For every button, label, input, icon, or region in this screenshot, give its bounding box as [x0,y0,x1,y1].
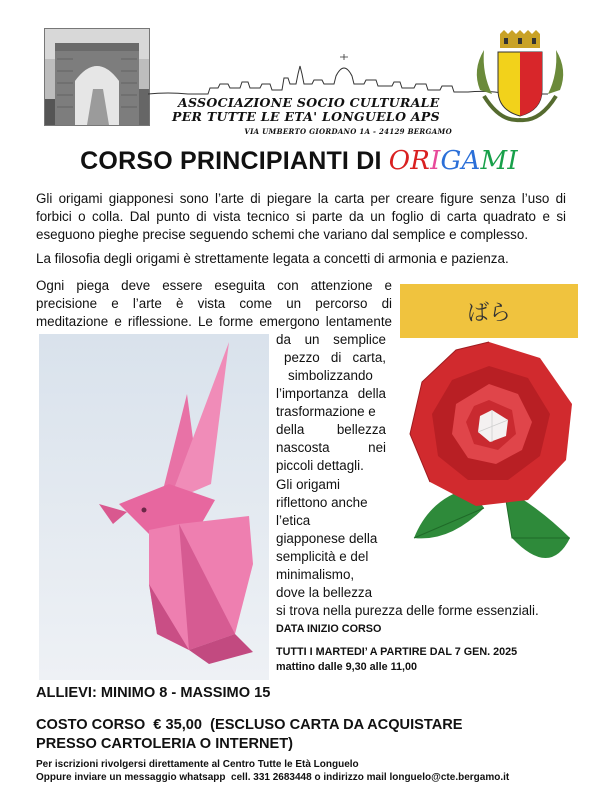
intro-paragraph-3 [36,277,392,331]
text-line: precisione e l’arte è vista come un percorso di [36,296,392,311]
intro-paragraph-1 [36,190,566,244]
course-cost [36,716,463,754]
association-line-1: ASSOCIAZIONE SOCIO CULTURALE [178,95,440,110]
rose-label-box [400,284,578,338]
origami-rose-image [400,338,578,590]
text-line: Gli origami giapponesi sono l’arte di piegare la carta per creare figure senza l’uso di [36,191,566,206]
text-line: Ogni piega deve essere eseguita con attenzione e [36,278,392,293]
association-line-2: PER TUTTE LE ETA' LONGUELO APS [172,109,440,124]
title-letter: I [507,146,518,176]
text-line: pezzo di carta, [284,350,386,365]
title-letter: O [388,146,411,176]
text-line: giapponese della [276,531,378,546]
association-name [172,96,452,139]
text-line: minimalismo, [276,567,355,582]
title-letter: R [410,146,431,176]
title-prefix: CORSO PRINCIPIANTI DI [80,147,389,175]
page-title [0,146,598,176]
coat-of-arms-logo [470,30,570,128]
text-line: si trova nella purezza delle forme essenziali. [276,603,539,618]
footer-line-1: Per iscrizioni rivolgersi direttamente al Centro Tutte le Età Longuelo [36,759,359,770]
text-line: da un semplice [276,332,386,347]
title-letter: I [430,146,441,176]
association-address: VIA UMBERTO GIORDANO 1A - 24129 BERGAMO [244,127,452,136]
cost-line-2: PRESSO CARTOLERIA O INTERNET) [36,736,294,752]
text-line: forbici o colla. Dal punto di vista tecnico si parte da un foglio di carta quadrato e si [36,209,566,224]
text-line: semplicità e del [276,549,369,564]
students-limit: ALLIEVI: MINIMO 8 - MASSIMO 15 [36,685,271,701]
title-letter: A [461,146,481,176]
course-days: TUTTI I MARTEDI’ A PARTIRE DAL 7 GEN. 2025 [276,646,518,658]
text-line: l’etica [276,513,311,528]
text-line: della bellezza [276,422,386,437]
text-line: piccoli dettagli. [276,458,364,473]
text-line: riflettono anche [276,495,368,510]
footer-line-2: Oppure inviare un messaggio whatsapp cell. 331 2683448 o indirizzo mail longuelo@cte.bergamo.it [36,772,510,783]
text-line: Gli origami [276,477,340,492]
start-date-label: DATA INIZIO CORSO [276,623,382,635]
text-line: dove la bellezza [276,585,373,600]
origami-rabbit-image [39,334,269,680]
rose-label: ばら [466,301,511,326]
text-line: simbolizzando [288,368,373,383]
intro-paragraph-3-continued [276,331,386,475]
footer-contact [36,758,509,784]
text-line: nascosta nei [276,440,386,455]
text-line: l’importanza della [276,386,386,401]
text-line: trasformazione e [276,404,376,419]
course-hours: mattino dalle 9,30 alle 11,00 [276,661,418,673]
text-line: meditazione e riflessione. Le forme emergono lentamente [36,314,392,329]
title-letter: G [440,146,462,176]
text-line: eseguono pieghe precise seguendo schemi che variano dal semplice e complesso. [36,227,529,242]
arch-photo [44,28,150,126]
title-origami-word [389,146,518,176]
intro-paragraph-2: La filosofia degli origami è strettamente legata a concetti di armonia e pazienza. [36,251,509,266]
title-letter: M [480,146,508,176]
cost-line-1: COSTO CORSO € 35,00 (ESCLUSO CARTA DA ACQUISTARE [36,717,463,733]
